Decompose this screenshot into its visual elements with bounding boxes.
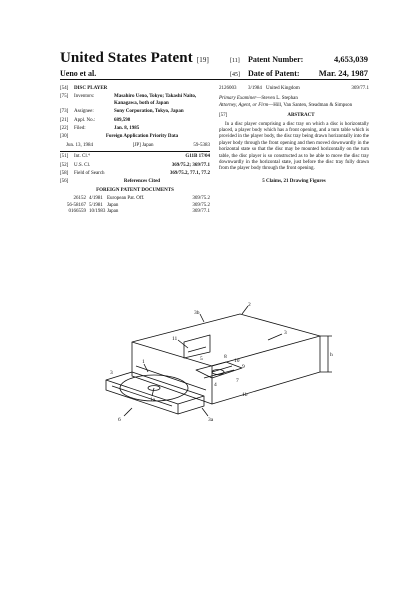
disc-tray-side (178, 396, 204, 414)
abstract-column (219, 86, 369, 185)
fig-label: 3a (208, 417, 214, 423)
title-value: DISC PLAYER (74, 86, 108, 91)
prior-ref-country: United Kingdom (266, 86, 300, 91)
header-divider (60, 79, 369, 80)
appl-no-value: 689,598 (114, 117, 131, 123)
patent-number-value: 4,653,039 (334, 54, 368, 64)
filed-value: Jan. 8, 1985 (114, 126, 140, 132)
int-cl-field (60, 154, 210, 160)
abstract-title: ABSTRACT (287, 113, 315, 119)
patent-number-code: [11] (230, 58, 240, 64)
attorney (219, 103, 369, 109)
foreign-doc-number: 26152 (73, 196, 86, 202)
prior-reference-row (219, 86, 369, 92)
title-field (60, 86, 210, 92)
foreign-docs-title: FOREIGN PATENT DOCUMENTS (96, 187, 174, 193)
field-search-value: 369/75.2, 77.1, 77.2 (169, 171, 210, 177)
foreign-docs-list (60, 196, 210, 215)
appl-no-field (60, 118, 210, 124)
disc-tray-edge (112, 386, 172, 406)
fig-label: 9 (242, 364, 245, 370)
patent-date-label: Date of Patent: (248, 69, 300, 78)
priority-date: Jun. 13, 1984 (66, 142, 93, 148)
inventors-value (114, 94, 210, 107)
leader-3b (200, 314, 204, 322)
foreign-priority-code: [30] (60, 134, 69, 140)
disc-tray-front (106, 380, 178, 414)
foreign-doc-class: 369/75.2 (192, 196, 210, 202)
assignee-label: Assignee: (74, 109, 94, 115)
priority-number: 59-5383 (193, 142, 210, 148)
us-cl-field (60, 163, 210, 169)
foreign-doc-class: 369/75.2 (192, 202, 210, 208)
appl-no-label: Appl. No.: (74, 117, 96, 123)
leader-6 (124, 408, 132, 416)
fig-label: 3 (110, 370, 113, 376)
header-right (230, 54, 368, 82)
primary-examiner-name: —Steven L. Stephan (256, 96, 298, 102)
title-code: [54] (60, 86, 69, 91)
prior-ref-class: 369/77.1 (351, 86, 369, 91)
filed-code: [22] (60, 126, 69, 132)
assignee-value: Sony Corporation, Tokyo, Japan (114, 109, 184, 115)
foreign-doc-country: Japan (107, 209, 119, 215)
header-left (60, 50, 209, 78)
foreign-doc-country: European Pat. Off. (107, 196, 145, 202)
foreign-doc-date: 4/1981 (89, 196, 103, 202)
leader-3 (268, 334, 282, 340)
field-search-field (60, 171, 210, 177)
foreign-doc-country: Japan (107, 202, 119, 208)
us-cl-label: U.S. Cl. (74, 162, 91, 168)
fig-label: 1a (150, 397, 156, 403)
references-code: [56] (60, 179, 69, 185)
abstract-code: [57] (219, 113, 228, 119)
foreign-priority-title: Foreign Application Priority Data (105, 134, 179, 140)
us-cl-code: [52] (60, 162, 69, 168)
leader-3a (202, 408, 208, 416)
priority-divider (60, 151, 210, 152)
patent-title-text: United States Patent (60, 50, 193, 66)
inventors-short: Ueno et al. (60, 69, 97, 78)
filed-label: Filed: (74, 126, 86, 132)
abstract-text: In a disc player comprising a disc tray on which a disc is horizontally placed, a player body which has a front opening, and a turn table which is provided in the player body, the disc tray being drawn horizontally into the player body through the front opening and then moved downwardly in the horizontal state so that the disc may be mounted horizontally on the turn table, the disc player is so constructed as to be able to move the disc tray downwardly in the horizontal state, just before the disc tray fully drawn from the player body through the front opening. (219, 121, 369, 172)
patent-title-code: [19] (196, 56, 209, 64)
fig-label: 1 (142, 359, 145, 365)
assignee-code: [73] (60, 109, 69, 115)
fig-label: 3b (194, 310, 200, 316)
fig-label: 5 (200, 356, 203, 362)
fig-label: h (330, 352, 333, 358)
display-panel (184, 335, 210, 358)
foreign-doc-number: 56-58167 (66, 202, 86, 208)
patent-number-row (230, 54, 368, 68)
fig-label: 6 (118, 417, 121, 423)
fig-label: 11 (172, 336, 178, 342)
abstract-heading (219, 113, 369, 119)
foreign-doc-class: 369/77.1 (192, 209, 210, 215)
prior-ref-date: 3/1984 (248, 86, 262, 91)
filed-field (60, 126, 210, 132)
assignee-field (60, 109, 210, 115)
field-search-label: Field of Search (74, 171, 105, 177)
primary-examiner-label: Primary Examiner (219, 96, 257, 102)
inventors-code: [75] (60, 94, 69, 100)
patent-date-value: Mar. 24, 1987 (318, 68, 368, 78)
fig-label: 10 (234, 358, 240, 364)
us-cl-value: 369/75.2; 369/77.1 (171, 162, 210, 168)
fig-label: 2 (248, 302, 251, 308)
leader-1a (152, 388, 154, 396)
references-title: References Cited (123, 179, 161, 185)
fig-label: 4 (214, 382, 217, 388)
attorney-label: Attorney, Agent, or Firm (219, 102, 269, 108)
field-search-code: [58] (60, 171, 69, 177)
prior-ref-number: 2126003 (219, 86, 237, 91)
fig-label: 3 (284, 330, 287, 336)
references-heading (60, 179, 210, 185)
foreign-priority-heading (60, 134, 210, 140)
appl-no-code: [21] (60, 117, 69, 123)
display-panel-line (188, 347, 206, 352)
claims-summary: 5 Claims, 21 Drawing Figures (262, 178, 326, 184)
disc-player-figure (92, 300, 342, 460)
foreign-doc-row (60, 209, 210, 215)
inventor-rest: , Tokyo; Takashi Naito, Kanagawa, both of Japan (114, 94, 197, 106)
attorney-name: —Hill, Van Santen, Steadman & Simpson (268, 102, 353, 108)
priority-entry (60, 143, 210, 149)
leader-1 (144, 364, 148, 372)
int-cl-label: Int. Cl.⁴ (74, 154, 90, 160)
fig-label: 1b (242, 392, 248, 398)
player-body-side (212, 336, 320, 404)
inventors-field (60, 94, 210, 107)
int-cl-value: G11B 17/04 (185, 154, 210, 160)
priority-country: [JP] Japan (132, 142, 154, 148)
fig-label: 8 (224, 354, 227, 360)
int-cl-code: [51] (60, 154, 69, 160)
patent-title (60, 50, 209, 67)
patent-number-label: Patent Number: (248, 55, 304, 64)
patent-date-code: [45] (230, 72, 240, 78)
fig-label: 7 (236, 378, 239, 384)
bibliographic-column (60, 86, 210, 216)
foreign-doc-number: 0166559 (68, 209, 86, 215)
foreign-doc-date: 10/1983 (89, 209, 106, 215)
inventors-label: Inventors: (74, 94, 95, 100)
inventor-primary: Masahiro Ueno (114, 94, 147, 100)
foreign-doc-date: 5/1981 (89, 202, 103, 208)
